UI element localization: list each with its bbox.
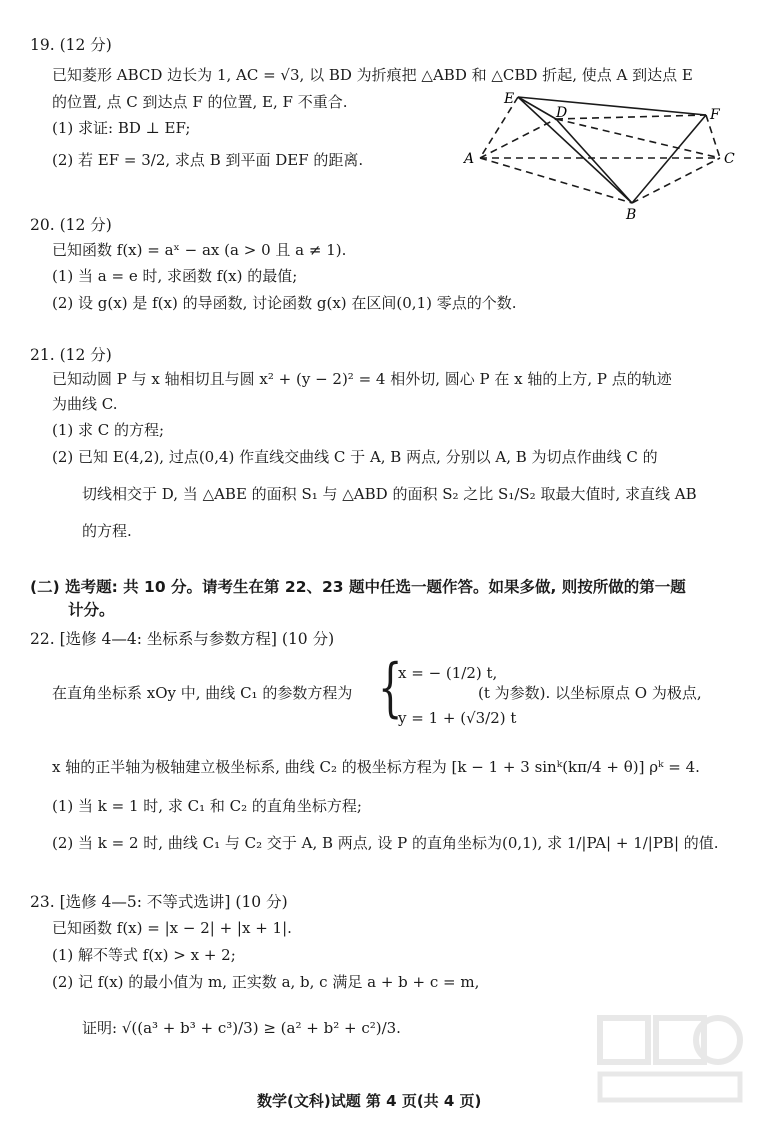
edge-BC <box>632 158 720 203</box>
q22-heading: 22. [选修 4—4: 坐标系与参数方程] (10 分) <box>30 630 335 648</box>
q22-param-eq-x: x = − (1/2) t, <box>398 664 498 682</box>
q19-part2: (2) 若 EF = 3/2, 求点 B 到平面 DEF 的距离. <box>52 151 364 169</box>
label-D: D <box>556 105 568 121</box>
q22-param-eq-y: y = 1 + (√3/2) t <box>398 709 517 727</box>
edge-DC <box>556 119 720 158</box>
watermark-logo <box>590 1000 750 1110</box>
label-E: E <box>504 91 515 107</box>
edge-DF <box>556 115 706 119</box>
q23-statement: 已知函数 f(x) = |x − 2| + |x + 1|. <box>52 919 292 937</box>
edge-EF <box>518 97 706 115</box>
q19-heading: 19. (12 分) <box>30 36 112 54</box>
elective-section-header-line1: (二) 选考题: 共 10 分。请考生在第 22、23 题中任选一题作答。如果多做, 则按所做的第一题 <box>30 578 686 596</box>
q21-heading: 21. (12 分) <box>30 346 112 364</box>
q23-part1: (1) 解不等式 f(x) > x + 2; <box>52 946 236 964</box>
edge-FB <box>632 115 706 203</box>
edge-AB <box>480 158 632 203</box>
label-A: A <box>464 151 475 167</box>
q22-statement-line2: x 轴的正半轴为极轴建立极坐标系, 曲线 C₂ 的极坐标方程为 [k − 1 + 3 sinᵏ(kπ/4 + θ)] ρᵏ = 4. <box>52 758 700 776</box>
q22-part1: (1) 当 k = 1 时, 求 C₁ 和 C₂ 的直角坐标方程; <box>52 797 362 815</box>
q21-part2-line3: 的方程. <box>82 522 132 540</box>
q21-part1: (1) 求 C 的方程; <box>52 421 165 439</box>
q21-statement-line1: 已知动圆 P 与 x 轴相切且与圆 x² + (y − 2)² = 4 相外切, 圆心 P 在 x 轴的上方, P 点的轨迹 <box>52 370 672 388</box>
label-F: F <box>710 107 720 123</box>
q23-heading: 23. [选修 4—5: 不等式选讲] (10 分) <box>30 893 288 911</box>
edge-EB <box>518 97 632 203</box>
q22-system-brace: { <box>378 651 403 725</box>
q19-geometry-figure <box>460 85 750 225</box>
q20-part2: (2) 设 g(x) 是 f(x) 的导函数, 讨论函数 g(x) 在区间(0,1) 零点的个数. <box>52 294 517 312</box>
q19-part1: (1) 求证: BD ⊥ EF; <box>52 119 191 137</box>
label-B: B <box>626 207 637 223</box>
q20-part1: (1) 当 a = e 时, 求函数 f(x) 的最值; <box>52 267 298 285</box>
watermark-logo-icon <box>590 1000 750 1110</box>
page-footer: 数学(文科)试题 第 4 页(共 4 页) <box>257 1092 482 1110</box>
q19-statement-line1: 已知菱形 ABCD 边长为 1, AC = √3, 以 BD 为折痕把 △ABD 和 △CBD 折起, 使点 A 到达点 E <box>52 66 693 84</box>
edge-DB <box>556 119 632 203</box>
q21-part2-line1: (2) 已知 E(4,2), 过点(0,4) 作直线交曲线 C 于 A, B 两点, 分别以 A, B 为切点作曲线 C 的 <box>52 448 658 466</box>
q22-part2: (2) 当 k = 2 时, 曲线 C₁ 与 C₂ 交于 A, B 两点, 设 P 的直角坐标为(0,1), 求 1/|PA| + 1/|PB| 的值. <box>52 834 719 852</box>
q19-statement-line2: 的位置, 点 C 到达点 F 的位置, E, F 不重合. <box>52 93 348 111</box>
q21-statement-line2: 为曲线 C. <box>52 395 118 413</box>
q23-part2: (2) 记 f(x) 的最小值为 m, 正实数 a, b, c 满足 a + b + c = m, <box>52 973 480 991</box>
q22-param-note: (t 为参数). 以坐标原点 O 为极点, <box>478 684 702 702</box>
elective-section-header-line2: 计分。 <box>68 601 115 619</box>
q20-statement: 已知函数 f(x) = aˣ − ax (a > 0 且 a ≠ 1). <box>52 241 347 259</box>
q22-intro: 在直角坐标系 xOy 中, 曲线 C₁ 的参数方程为 <box>52 684 353 702</box>
q20-heading: 20. (12 分) <box>30 216 112 234</box>
q23-proof: 证明: √((a³ + b³ + c³)/3) ≥ (a² + b² + c²)/3. <box>82 1019 401 1037</box>
label-C: C <box>724 151 735 167</box>
q21-part2-line2: 切线相交于 D, 当 △ABE 的面积 S₁ 与 △ABD 的面积 S₂ 之比 S₁/S₂ 取最大值时, 求直线 AB <box>82 485 697 503</box>
